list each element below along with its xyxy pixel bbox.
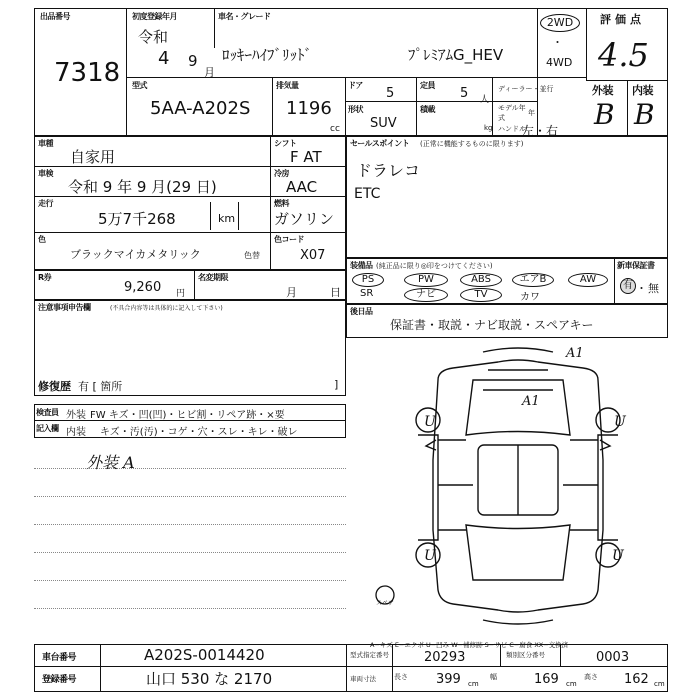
- diagram-mark-hood: A1: [522, 394, 540, 409]
- equipment-label: 装備品: [350, 261, 373, 270]
- handle-value: 左・右: [522, 124, 559, 138]
- load-label: 積載: [420, 105, 435, 114]
- capacity-unit: 人: [480, 95, 490, 105]
- lot-label: 出品番号: [40, 12, 70, 21]
- first-reg-month-unit: 月: [204, 66, 215, 79]
- body-shape-value: SUV: [370, 116, 397, 131]
- diagram-mark-wheel-rl: U: [424, 548, 436, 564]
- sales-sub: (正常に機能するものに限ります): [420, 140, 524, 148]
- diagram-mark-wheel-rr: U: [612, 548, 624, 564]
- equip-aw: AW: [568, 273, 608, 287]
- model-grade: ﾌﾟﾚﾐｱﾑG_HEV: [408, 46, 504, 64]
- capacity-label: 定員: [420, 81, 435, 90]
- color-swap-label: 色替: [244, 251, 260, 260]
- first-reg-era: 令和: [138, 28, 169, 46]
- model-name: ﾛｯｷｰﾊｲﾌﾞﾘｯﾄﾞ: [222, 46, 313, 64]
- aircon-label: 冷房: [274, 169, 289, 178]
- recycle-value: 9,260: [124, 280, 162, 295]
- defect-ext-items-visible: FW キズ・凹(凹)・ヒビ割・リペア跡・×要: [90, 410, 285, 421]
- score-value: 4.5: [598, 36, 649, 74]
- interior-label: 内装: [632, 84, 653, 97]
- equip-ps: PS: [352, 273, 384, 287]
- warranty-sep: ・: [636, 282, 647, 295]
- defect-int-items: キズ・汚(汚)・コゲ・穴・スレ・キレ・破レ: [100, 427, 298, 438]
- model-code-label: 型式: [132, 81, 147, 90]
- score-label: 評価点: [600, 13, 645, 26]
- after-value: 保証書・取説・ナビ取説・スペアキー: [390, 318, 594, 332]
- handle-label: ハンドル: [498, 125, 526, 133]
- drive-sep: ・: [552, 36, 563, 49]
- color-code-label: 色コード: [274, 235, 304, 244]
- name-change-month: 月: [286, 286, 297, 299]
- mileage-unit: km: [218, 212, 236, 225]
- diagram-mark-wheel-fr: U: [614, 414, 626, 430]
- category-label: 類別区分番号: [506, 651, 545, 659]
- equip-abs: ABS: [460, 273, 502, 287]
- equip-leather: カワ: [520, 292, 540, 303]
- usage-label: 車種: [38, 139, 53, 148]
- usage-value: 自家用: [70, 148, 116, 166]
- shift-value: F AT: [290, 148, 322, 166]
- size-width-label: 幅: [490, 673, 497, 681]
- defect-int-cat: 内装: [66, 427, 86, 438]
- car-diagram: [398, 340, 638, 630]
- equip-tv: TV: [460, 288, 502, 302]
- size-width-unit: cm: [566, 680, 577, 688]
- size-height-label: 高さ: [584, 673, 598, 681]
- body-shape-label: 形状: [348, 105, 363, 114]
- model-year-label: モデル年式: [498, 104, 526, 122]
- warranty-label: 新車保証書: [617, 261, 655, 270]
- after-label: 後日品: [350, 307, 373, 316]
- plate-label: 登録番号: [42, 675, 77, 685]
- color-value: ブラックマイカメタリック: [70, 248, 201, 261]
- model-year-unit: 年: [528, 109, 535, 117]
- designation-value: 20293: [424, 650, 466, 665]
- size-length: 399: [436, 672, 461, 687]
- repair-value: 有 [ 箇所: [78, 380, 123, 393]
- category-value: 0003: [596, 650, 630, 665]
- warranty-yes: 有: [620, 278, 636, 294]
- model-label: 車名・グレード: [218, 12, 271, 21]
- inspection-value: 令和 9 年 9 月(29 日): [68, 178, 217, 196]
- size-length-label: 長さ: [394, 673, 408, 681]
- notes-label: 注意事項申告欄: [38, 303, 91, 312]
- displacement-label: 排気量: [276, 81, 299, 90]
- repair-label: 修復歴: [38, 380, 71, 393]
- mileage-value: 5万7千268: [98, 210, 176, 228]
- equip-pw: PW: [404, 273, 448, 287]
- shift-label: シフト: [274, 139, 297, 148]
- defect-ext-label: 検査員: [36, 408, 59, 417]
- warranty-no: 無: [648, 282, 659, 295]
- model-code-value: 5AA-A202S: [150, 98, 251, 119]
- size-length-unit: cm: [468, 680, 479, 688]
- spare-label: スペア: [376, 600, 395, 607]
- defect-ext-cat: 外装: [66, 410, 86, 421]
- doors-label: ドア: [348, 81, 363, 90]
- name-change-day: 日: [330, 286, 341, 299]
- fuel-value: ガソリン: [274, 210, 335, 228]
- defect-note-label: 記入欄: [36, 424, 59, 433]
- aircon-value: AAC: [286, 178, 318, 196]
- equipment-sub: (純正品に限り◎印をつけてください): [376, 262, 493, 270]
- size-label: 車両寸法: [350, 675, 376, 683]
- dealer-label: ディーラー・並行: [498, 85, 554, 93]
- sales-line-1: ドラレコ: [356, 161, 421, 180]
- lot-number: 7318: [54, 58, 121, 88]
- recycle-frame: [34, 270, 346, 300]
- recycle-label: R券: [38, 273, 52, 282]
- chassis-value: A202S-0014420: [144, 646, 265, 664]
- interior-value: B: [634, 98, 655, 131]
- load-unit: kg: [484, 124, 493, 132]
- sales-frame: [346, 136, 668, 258]
- displacement-unit: cc: [330, 124, 340, 134]
- size-width: 169: [534, 672, 559, 687]
- sales-label: セールスポイント: [350, 139, 410, 148]
- first-reg-year: 4: [158, 48, 170, 69]
- designation-label: 型式指定番号: [350, 651, 389, 659]
- color-label: 色: [38, 235, 46, 244]
- mileage-label: 走行: [38, 199, 53, 208]
- exterior-label: 外装: [592, 84, 613, 97]
- capacity-value: 5: [460, 86, 469, 101]
- exterior-value: B: [594, 98, 615, 131]
- first-reg-label: 初度登録年月: [132, 12, 177, 21]
- defect-legend: A−キズ E−エクボ U−凹み W−補修跡 S−サビ C−腐食 XX−交換済: [370, 641, 569, 649]
- equip-navi: ナビ: [404, 288, 448, 302]
- chassis-label: 車台番号: [42, 653, 77, 663]
- plate-value: 山口 530 な 2170: [146, 670, 273, 688]
- inspector-note: 外装 A: [86, 453, 135, 472]
- equip-sr: SR: [360, 288, 374, 299]
- size-height-unit: cm: [654, 680, 665, 688]
- equip-airbag: エアB: [512, 273, 554, 287]
- drive-4wd: 4WD: [546, 56, 573, 69]
- displacement-value: 1196: [286, 98, 332, 119]
- diagram-mark-wheel-fl: U: [424, 414, 436, 430]
- repair-bracket: ]: [334, 378, 339, 391]
- name-change-label: 名変期限: [198, 273, 228, 282]
- diagram-mark-front: A1: [566, 346, 584, 361]
- notes-sub: (不具合内容等は具体的に記入して下さい): [110, 305, 223, 312]
- fuel-label: 燃料: [274, 199, 289, 208]
- inspection-label: 車検: [38, 169, 53, 178]
- sales-line-2: ETC: [354, 186, 381, 202]
- first-reg-month: 9: [188, 52, 198, 70]
- recycle-unit: 円: [176, 289, 186, 299]
- color-code: X07: [300, 248, 326, 263]
- size-height: 162: [624, 672, 649, 687]
- drive-2wd: 2WD: [540, 14, 580, 32]
- doors-value: 5: [386, 86, 395, 101]
